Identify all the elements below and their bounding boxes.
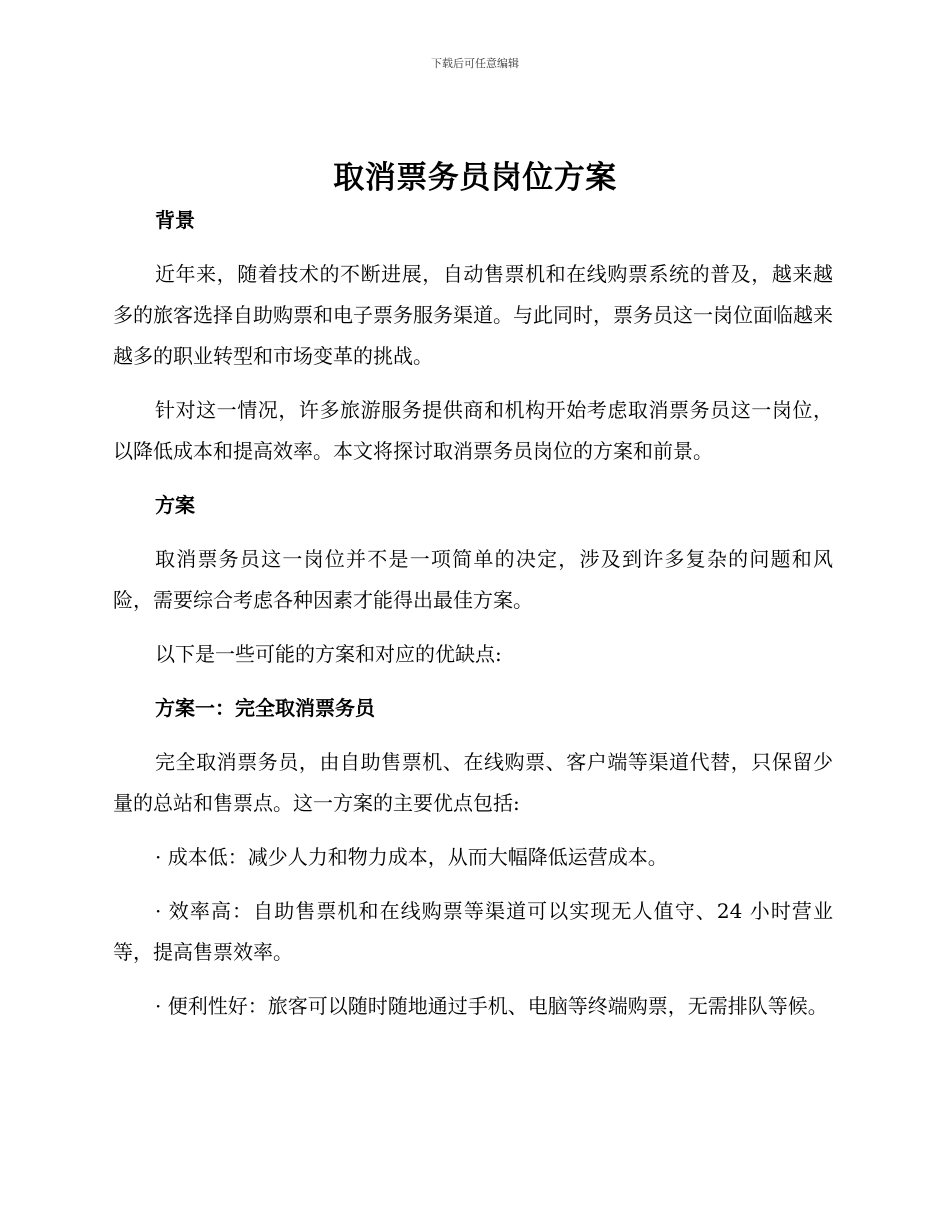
plan-one-bullet-convenience: · 便利性好：旅客可以随时随地通过手机、电脑等终端购票，无需排队等候。 [155,994,828,1018]
page-header-note: 下载后可任意编辑 [431,57,519,70]
section-heading-background: 背景 [155,208,195,232]
section-heading-plan-one: 方案一：完全取消票务员 [155,696,375,720]
section-heading-plan: 方案 [155,493,195,517]
background-paragraph-1: 近年来，随着技术的不断进展，自动售票机和在线购票系统的普及，越来越多的旅客选择自助购票和电子票务服务渠道。与此同时，票务员这一岗位面临越来越多的职业转型和市场变革的挑战。 [113,262,833,368]
document-title: 取消票务员岗位方案 [333,160,617,196]
plan-paragraph-1: 取消票务员这一岗位并不是一项简单的决定，涉及到许多复杂的问题和风险，需要综合考虑各种因素才能得出最佳方案。 [113,547,833,612]
background-paragraph-2: 针对这一情况，许多旅游服务提供商和机构开始考虑取消票务员这一岗位，以降低成本和提高效率。本文将探讨取消票务员岗位的方案和前景。 [113,398,833,463]
plan-paragraph-2: 以下是一些可能的方案和对应的优缺点: [155,642,502,666]
plan-one-intro: 完全取消票务员，由自助售票机、在线购票、客户端等渠道代替，只保留少量的总站和售票点。这一方案的主要优点包括: [113,750,833,815]
plan-one-bullet-efficiency: · 效率高：自助售票机和在线购票等渠道可以实现无人值守、24 小时营业等，提高售票效率。 [113,899,833,964]
document-body [113,200,833,1040]
plan-one-bullet-cost: · 成本低：减少人力和物力成本，从而大幅降低运营成本。 [155,845,668,869]
